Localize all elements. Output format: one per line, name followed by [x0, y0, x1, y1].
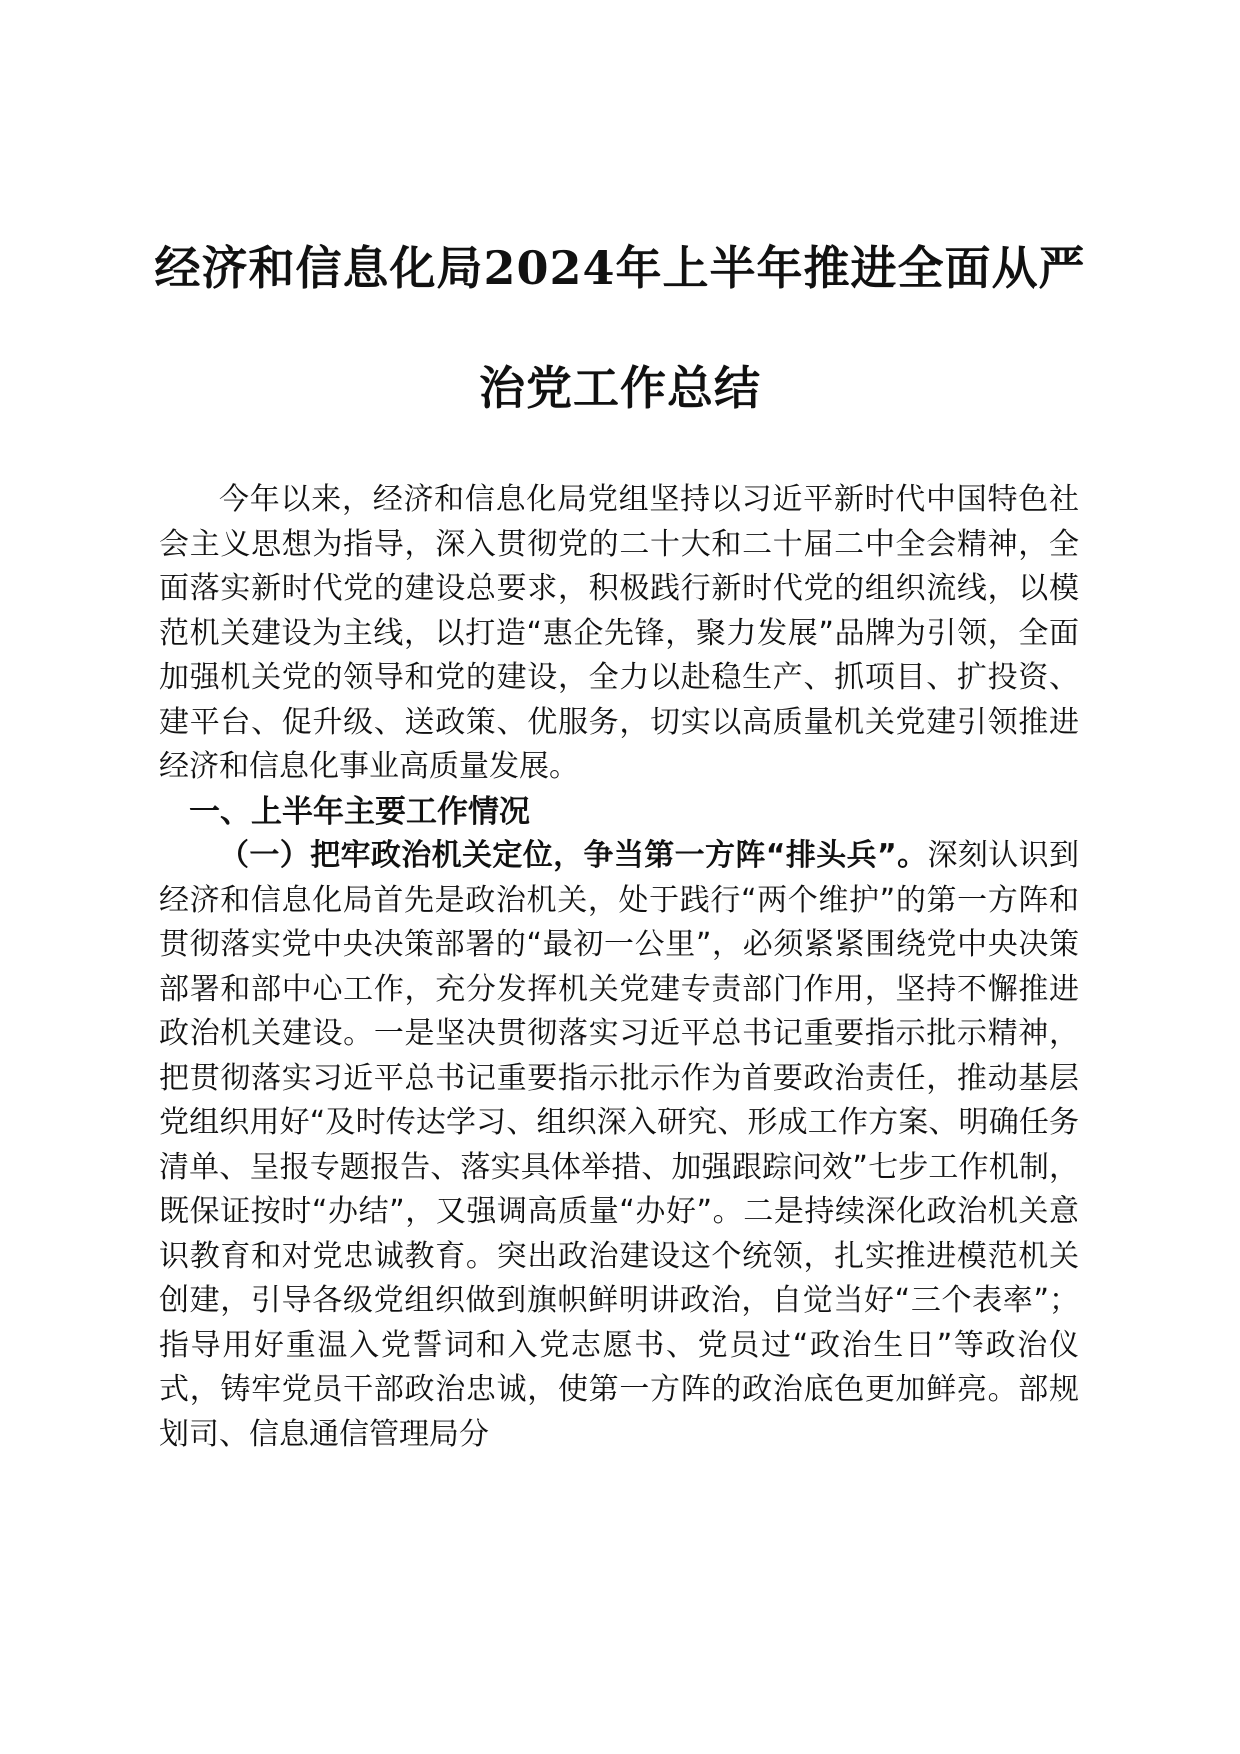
- section-heading: 一、上半年主要工作情况: [189, 793, 530, 830]
- subsection-lead: （一）把牢政治机关定位，争当第一方阵“排头兵”。: [219, 838, 928, 873]
- intro-paragraph: 今年以来，经济和信息化局党组坚持以习近平新时代中国特色社会主义思想为指导，深入贯彻党的二十大和二十届二中全会精神，全面落实新时代党的建设总要求，积极践行新时代党的组织流线，以模范机关建设为主线，以打造“惠企先锋，聚力发展”品牌为引领，全面加强机关党的领导和党的建设，全力以赴稳生产、抓项目、扩投资、建平台、促升级、送政策、优服务，切实以高质量机关党建引领推进经济和信息化事业高质量发展。: [159, 482, 1079, 784]
- document-body: [159, 478, 1079, 1457]
- document-title-line-1: 经济和信息化局2024年上半年推进全面从严: [154, 241, 1086, 295]
- subsection-paragraph: [159, 834, 1079, 1457]
- subsection-body: 深刻认识到经济和信息化局首先是政治机关，处于践行“两个维护”的第一方阵和贯彻落实党中央决策部署的“最初一公里”，必须紧紧围绕党中央决策部署和部中心工作，充分发挥机关党建专责部门作用，坚持不懈推进政治机关建设。一是坚决贯彻落实习近平总书记重要指示批示精神，把贯彻落实习近平总书记重要指示批示作为首要政治责任，推动基层党组织用好“及时传达学习、组织深入研究、形成工作方案、明确任务清单、呈报专题报告、落实具体举措、加强跟踪问效”七步工作机制，既保证按时“办结”，又强调高质量“办好”。二是持续深化政治机关意识教育和对党忠诚教育。突出政治建设这个统领，扎实推进模范机关创建，引导各级党组织做到旗帜鲜明讲政治，自觉当好“三个表率”；指导用好重温入党誓词和入党志愿书、党员过“政治生日”等政治仪式，铸牢党员干部政治忠诚，使第一方阵的政治底色更加鲜亮。部规划司、信息通信管理局分: [159, 838, 1080, 1452]
- document-title-line-2: 治党工作总结: [479, 361, 761, 415]
